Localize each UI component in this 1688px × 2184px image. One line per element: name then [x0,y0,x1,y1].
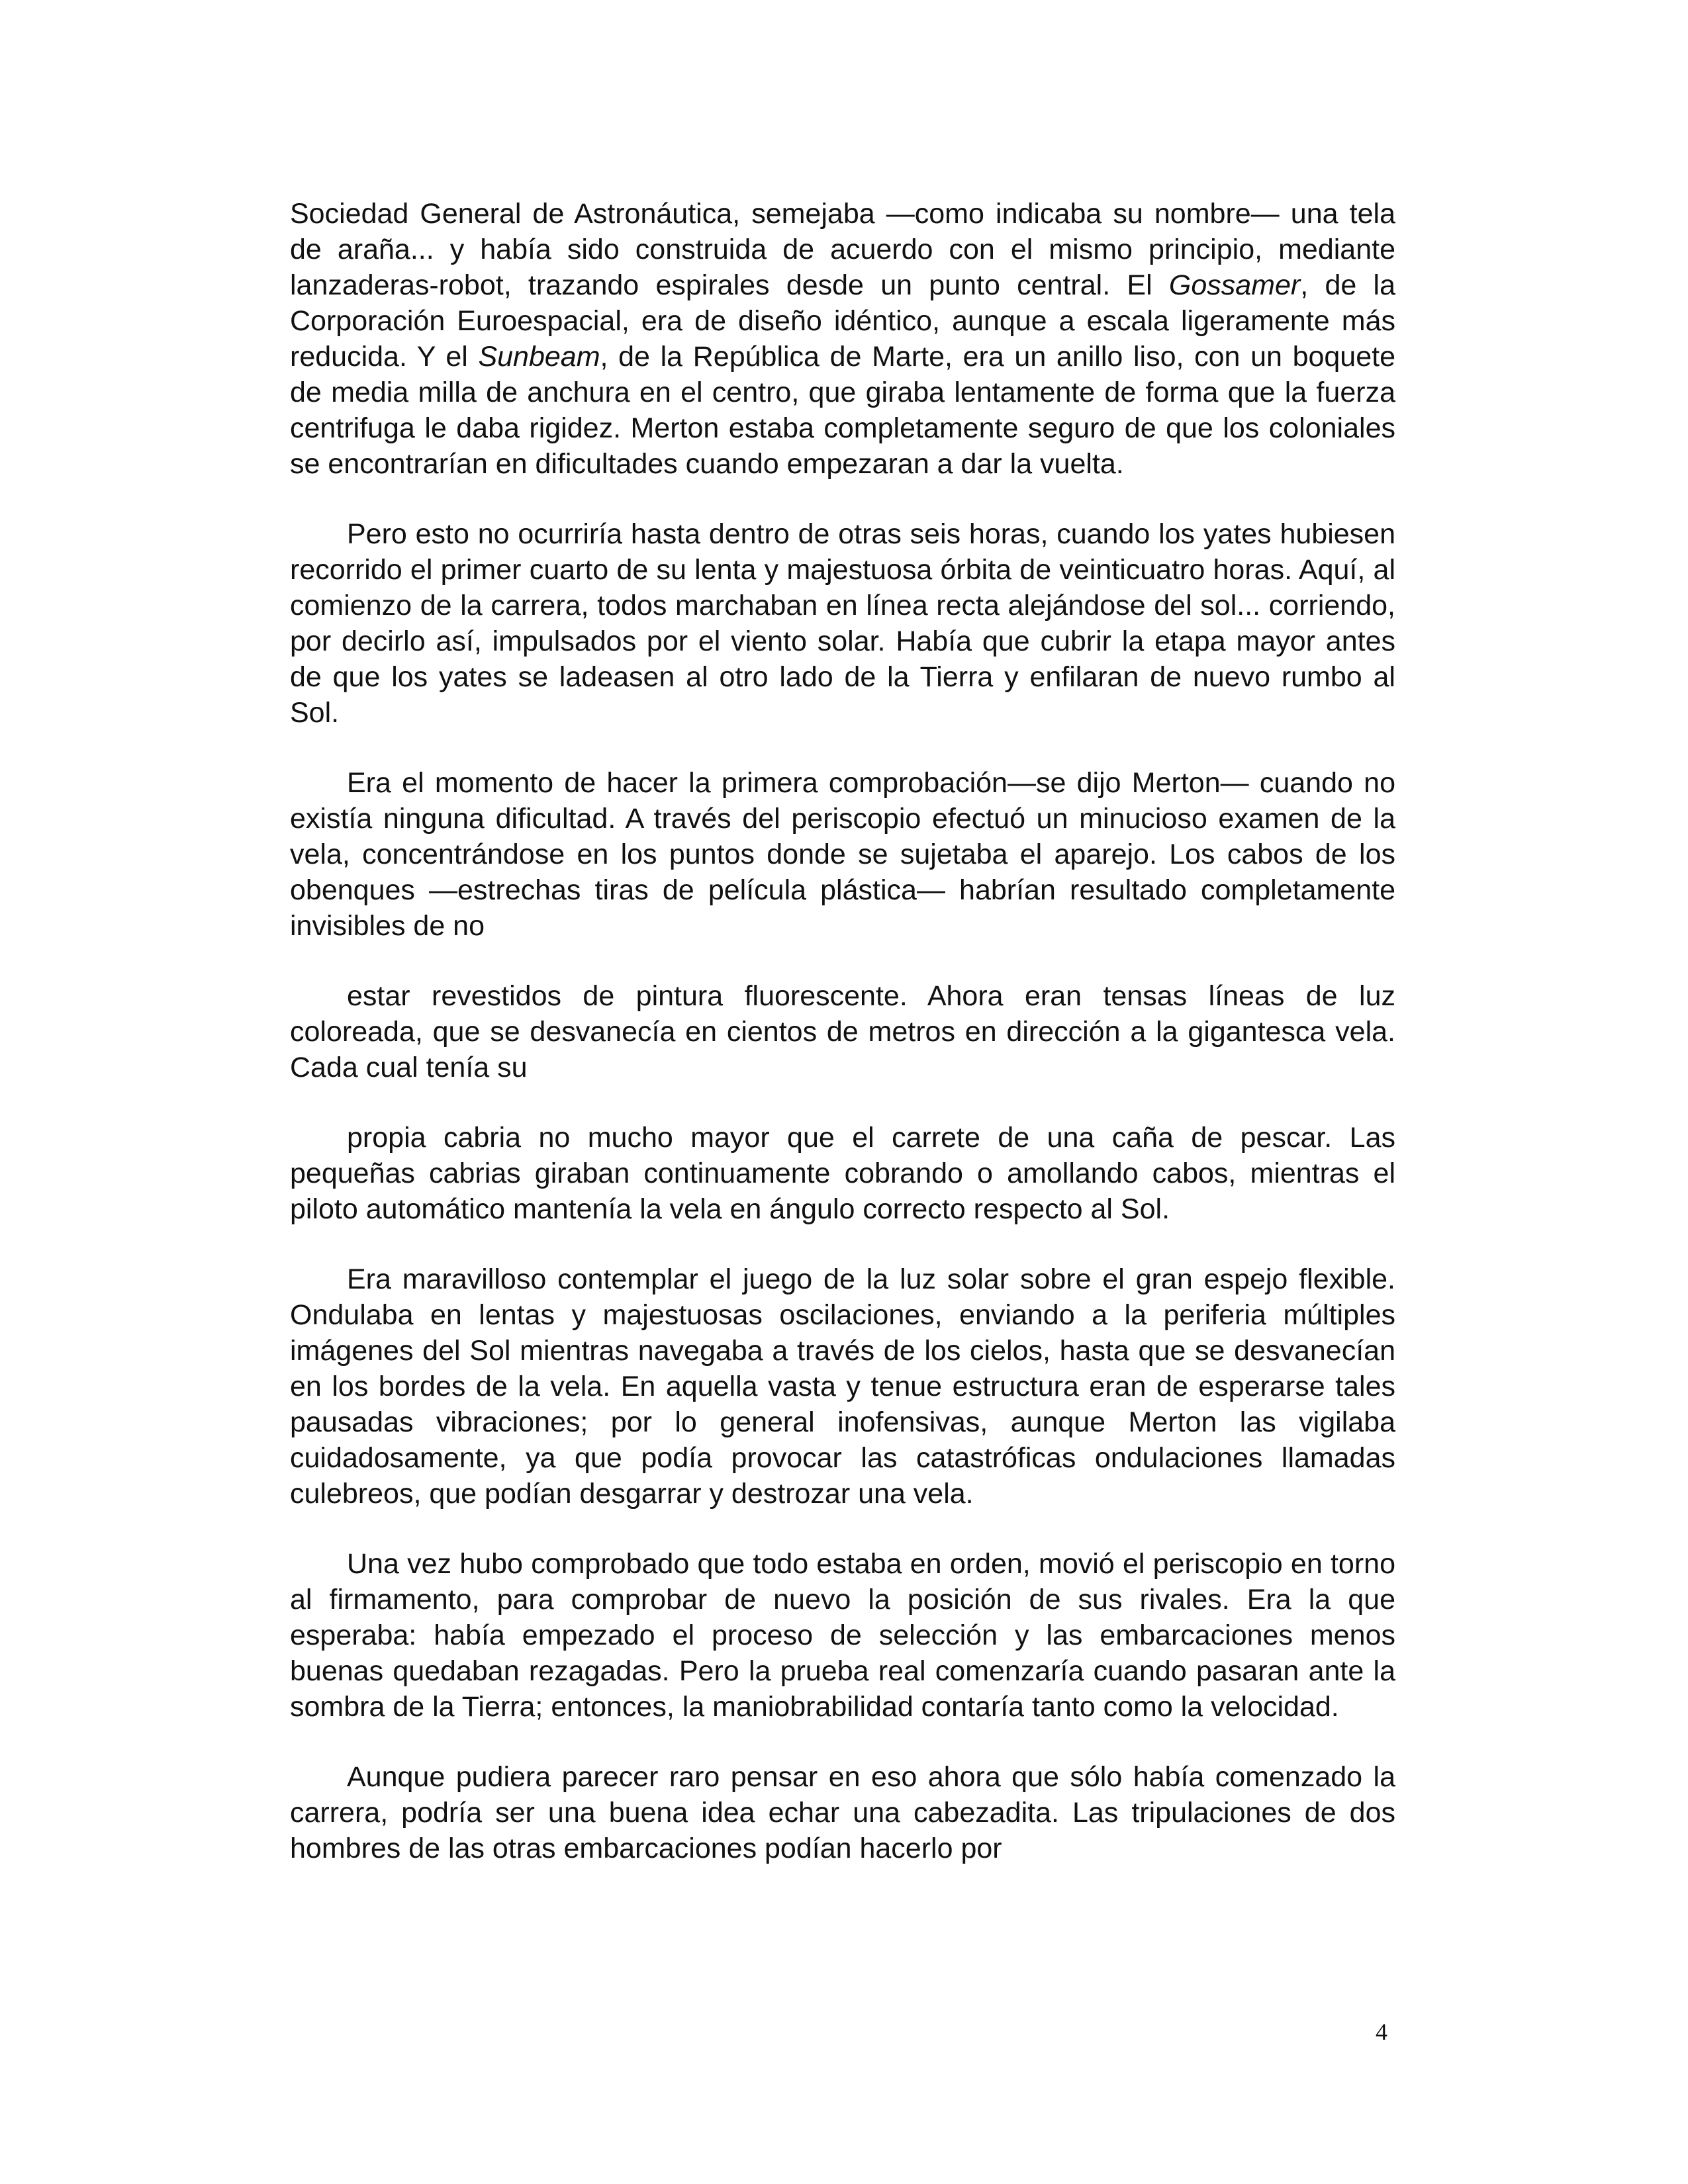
paragraph-3: Era el momento de hacer la primera comprobación—se dijo Merton— cuando no existía ninguna dificultad. A través del periscopio efectuó un minucioso examen de la vela, concentrándose en los puntos donde se sujetaba el aparejo. Los cabos de los obenques —estrechas tiras de película plástica— habrían resultado completamente invisibles de no [290,767,1395,942]
paragraph-4: estar revestidos de pintura fluorescente. Ahora eran tensas líneas de luz coloreada, que se desvanecía en cientos de metros en dirección a la gigantesca vela. Cada cual tenía su [290,980,1395,1083]
paragraph-5: propia cabria no mucho mayor que el carrete de una caña de pescar. Las pequeñas cabrias giraban continuamente cobrando o amollando cabos, mientras el piloto automático mantenía la vela en ángulo correcto respecto al Sol. [290,1122,1395,1225]
paragraph-1-text-b: , de la Corporación Euroespacial, era de diseño idéntico, aunque a escala ligeramente más reducida. Y el [290,269,1395,373]
ship-name-gossamer: Gossamer [1168,269,1301,301]
paragraph-1-text-c: , de la República de Marte, era un anillo liso, con un boquete de media milla de anchura en el centro, que giraba lentamente de forma que la fuerza centrifuga le daba rigidez. Merton estaba completamente seguro de que los coloniales se encontrarían en dificultades cuando empezaran a dar la vuelta. [290,341,1395,480]
page-number: 4 [1376,2019,1387,2045]
paragraph-8: Aunque pudiera parecer raro pensar en eso ahora que sólo había comenzado la carrera, podría ser una buena idea echar una cabezadita. Las tripulaciones de dos hombres de las otras embarcaciones podían hacerlo por [290,1761,1395,1864]
paragraph-1 [290,196,1395,482]
paragraph-2: Pero esto no ocurriría hasta dentro de otras seis horas, cuando los yates hubiesen recorrido el primer cuarto de su lenta y majestuosa órbita de veinticuatro horas. Aquí, al comienzo de la carrera, todos marchaban en línea recta alejándose del sol... corriendo, por decirlo así, impulsados por el viento solar. Había que cubrir la etapa mayor antes de que los yates se ladeasen al otro lado de la Tierra y enfilaran de nuevo rumbo al Sol. [290,518,1395,729]
ship-name-sunbeam: Sunbeam [478,341,600,373]
body-text [290,196,1395,1899]
paragraph-6: Era maravilloso contemplar el juego de la luz solar sobre el gran espejo flexible. Ondulaba en lentas y majestuosas oscilaciones, enviando a la periferia múltiples imágenes del Sol mientras navegaba a través de los cielos, hasta que se desvanecían en los bordes de la vela. En aquella vasta y tenue estructura eran de esperarse tales pausadas vibraciones; por lo general inofensivas, aunque Merton las vigilaba cuidadosamente, ya que podía provocar las catastróficas ondulaciones llamadas culebreos, que podían desgarrar y destrozar una vela. [290,1263,1395,1510]
paragraph-7: Una vez hubo comprobado que todo estaba en orden, movió el periscopio en torno al firmamento, para comprobar de nuevo la posición de sus rivales. Era la que esperaba: había empezado el proceso de selección y las embarcaciones menos buenas quedaban rezagadas. Pero la prueba real comenzaría cuando pasaran ante la sombra de la Tierra; entonces, la maniobrabilidad contaría tanto como la velocidad. [290,1548,1395,1723]
paragraph-1-text-a: Sociedad General de Astronáutica, semejaba —como indicaba su nombre— una tela de araña... y había sido construida de acuerdo con el mismo principio, mediante lanzaderas-robot, trazando espirales desde un punto central. El [290,198,1395,301]
